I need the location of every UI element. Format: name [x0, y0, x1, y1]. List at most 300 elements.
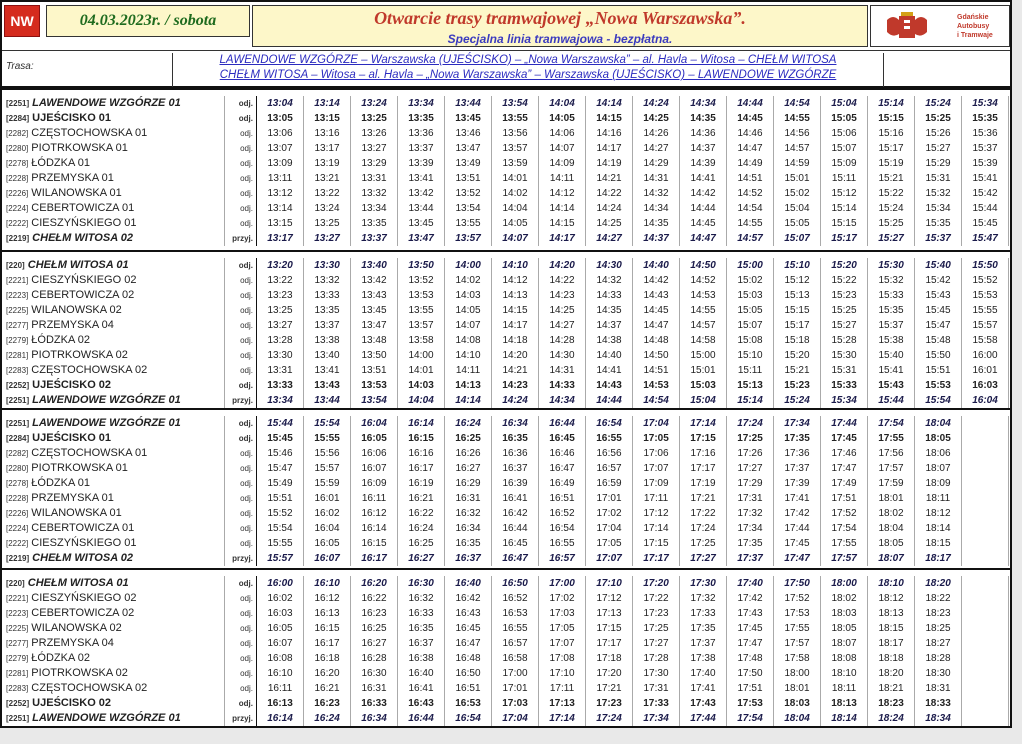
time-cell: 14:48	[633, 333, 680, 348]
time-cell: 18:05	[915, 431, 962, 446]
stop-cell	[2, 186, 225, 201]
time-cell: 16:35	[445, 536, 492, 551]
time-cell: 14:30	[539, 348, 586, 363]
time-cell: 16:10	[257, 666, 304, 681]
time-cell: 16:34	[445, 521, 492, 536]
time-cell: 15:41	[868, 363, 915, 378]
time-cell: 18:15	[915, 536, 962, 551]
stop-mark: przyj.	[225, 393, 257, 408]
time-cell: 18:12	[915, 506, 962, 521]
stop-cell	[2, 318, 225, 333]
time-cell: 15:05	[727, 303, 774, 318]
time-cell: 13:37	[398, 141, 445, 156]
title-box	[252, 5, 868, 47]
stop-name: UJEŚCISKO 02	[29, 697, 112, 709]
stop-id: [2251]	[6, 99, 30, 108]
time-cell: 15:24	[774, 393, 821, 408]
time-cell: 13:31	[351, 171, 398, 186]
time-cell: 14:10	[445, 348, 492, 363]
time-cell: 18:14	[915, 521, 962, 536]
time-cell: 13:22	[257, 273, 304, 288]
time-cell: 14:34	[539, 393, 586, 408]
time-cell	[962, 651, 1009, 666]
time-cell: 18:22	[915, 591, 962, 606]
time-cell: 15:21	[868, 171, 915, 186]
stop-id: [2252]	[6, 699, 30, 708]
time-cell: 15:07	[821, 141, 868, 156]
time-cell: 16:02	[257, 591, 304, 606]
time-cell: 13:55	[492, 111, 539, 126]
time-cell: 16:31	[351, 681, 398, 696]
time-cell: 17:15	[586, 621, 633, 636]
time-cell: 17:32	[727, 506, 774, 521]
time-cell: 16:30	[398, 576, 445, 591]
time-cell: 14:51	[727, 171, 774, 186]
stop-name: CZĘSTOCHOWSKA 01	[28, 447, 148, 459]
time-cell: 17:40	[680, 666, 727, 681]
table-row	[2, 126, 1009, 141]
time-cell: 14:37	[586, 318, 633, 333]
time-cell: 17:17	[680, 461, 727, 476]
time-cell: 15:07	[727, 318, 774, 333]
time-cell: 13:38	[304, 333, 351, 348]
stop-cell	[2, 333, 225, 348]
time-cell: 17:29	[727, 476, 774, 491]
stop-mark: odj.	[225, 216, 257, 231]
time-cell: 13:47	[398, 231, 445, 246]
time-cell: 15:54	[304, 416, 351, 431]
time-cell: 15:08	[727, 333, 774, 348]
stop-id: [2279]	[6, 336, 29, 345]
operator-line: Autobusy	[957, 23, 990, 30]
time-cell: 13:53	[351, 378, 398, 393]
table-row	[2, 681, 1009, 696]
time-cell: 15:00	[727, 258, 774, 273]
time-cell: 17:11	[633, 491, 680, 506]
time-cell: 16:35	[492, 431, 539, 446]
time-cell: 17:44	[821, 416, 868, 431]
time-cell: 17:20	[586, 666, 633, 681]
time-cell: 13:35	[398, 111, 445, 126]
time-cell: 14:07	[492, 231, 539, 246]
time-cell	[962, 636, 1009, 651]
time-cell: 14:45	[633, 303, 680, 318]
time-cell: 15:23	[774, 378, 821, 393]
time-cell: 14:34	[680, 96, 727, 111]
time-cell: 13:51	[351, 363, 398, 378]
time-cell: 17:48	[727, 651, 774, 666]
time-cell: 16:01	[962, 363, 1009, 378]
time-cell	[962, 521, 1009, 536]
time-cell: 14:53	[633, 378, 680, 393]
table-row	[2, 156, 1009, 171]
time-cell: 17:33	[680, 606, 727, 621]
time-cell: 18:23	[868, 696, 915, 711]
time-cell: 15:47	[257, 461, 304, 476]
time-cell: 13:43	[304, 378, 351, 393]
time-cell: 18:24	[868, 711, 915, 726]
stop-mark: odj.	[225, 591, 257, 606]
stop-id: [2219]	[6, 234, 30, 243]
time-cell: 17:04	[586, 521, 633, 536]
stop-name: PIOTRKOWSKA 01	[28, 462, 128, 474]
time-cell: 13:57	[492, 141, 539, 156]
time-cell: 14:39	[680, 156, 727, 171]
time-cell: 17:27	[727, 461, 774, 476]
time-cell: 15:15	[868, 111, 915, 126]
time-cell: 16:55	[492, 621, 539, 636]
timetable-table	[2, 416, 1009, 566]
time-cell: 18:11	[915, 491, 962, 506]
time-cell: 18:13	[868, 606, 915, 621]
stop-name: UJEŚCISKO 02	[29, 379, 112, 391]
time-cell: 14:56	[774, 126, 821, 141]
time-cell: 17:18	[586, 651, 633, 666]
time-cell: 17:05	[586, 536, 633, 551]
time-cell: 16:33	[398, 606, 445, 621]
time-cell: 14:28	[539, 333, 586, 348]
table-row	[2, 476, 1009, 491]
stop-cell	[2, 231, 225, 246]
time-cell: 13:35	[351, 216, 398, 231]
stop-name: LAWENDOWE WZGÓRZE 01	[29, 417, 181, 429]
time-cell: 14:57	[774, 141, 821, 156]
time-cell: 13:55	[445, 216, 492, 231]
time-cell: 16:44	[539, 416, 586, 431]
stop-cell	[2, 666, 225, 681]
time-cell: 15:31	[821, 363, 868, 378]
stop-id: [2281]	[6, 351, 29, 360]
time-cell: 14:19	[586, 156, 633, 171]
table-row	[2, 536, 1009, 551]
time-cell: 15:57	[962, 318, 1009, 333]
stop-name: WILANOWSKA 02	[28, 304, 122, 316]
time-cell: 15:24	[915, 96, 962, 111]
stop-id: [220]	[6, 579, 25, 588]
stop-cell	[2, 446, 225, 461]
time-cell: 14:42	[633, 273, 680, 288]
time-cell: 14:14	[445, 393, 492, 408]
time-cell: 15:25	[868, 216, 915, 231]
time-cell: 13:05	[257, 111, 304, 126]
time-cell: 13:47	[445, 141, 492, 156]
time-cell: 17:12	[586, 591, 633, 606]
stop-name: CIESZYŃSKIEGO 01	[28, 217, 137, 229]
stop-mark: odj.	[225, 273, 257, 288]
stop-name: ŁÓDZKA 02	[28, 652, 91, 664]
time-cell: 14:47	[633, 318, 680, 333]
time-cell: 15:22	[868, 186, 915, 201]
time-cell: 13:36	[398, 126, 445, 141]
time-cell: 18:00	[774, 666, 821, 681]
time-cell: 14:50	[633, 348, 680, 363]
time-cell: 16:43	[445, 606, 492, 621]
time-cell: 17:42	[727, 591, 774, 606]
time-cell: 17:54	[821, 521, 868, 536]
stop-name: CIESZYŃSKIEGO 02	[28, 274, 137, 286]
stop-name: PIOTRKOWSKA 02	[28, 349, 128, 361]
stop-cell	[2, 141, 225, 156]
stop-mark: odj.	[225, 651, 257, 666]
time-cell: 13:06	[257, 126, 304, 141]
time-cell: 17:37	[774, 461, 821, 476]
time-cell: 17:36	[774, 446, 821, 461]
stop-cell	[2, 476, 225, 491]
time-cell: 16:21	[304, 681, 351, 696]
time-cell: 14:43	[586, 378, 633, 393]
time-cell: 16:54	[586, 416, 633, 431]
time-cell: 14:25	[586, 216, 633, 231]
time-cell: 14:27	[633, 141, 680, 156]
time-cell: 13:41	[398, 171, 445, 186]
time-cell: 14:05	[492, 216, 539, 231]
time-cell: 15:28	[821, 333, 868, 348]
time-cell: 17:52	[774, 591, 821, 606]
stop-id: [2277]	[6, 639, 29, 648]
stop-mark: odj.	[225, 96, 257, 111]
time-cell: 13:17	[304, 141, 351, 156]
time-cell: 16:21	[398, 491, 445, 506]
time-cell: 17:34	[774, 416, 821, 431]
table-row	[2, 363, 1009, 378]
time-cell: 14:05	[539, 111, 586, 126]
time-cell: 13:50	[398, 258, 445, 273]
time-cell: 18:18	[868, 651, 915, 666]
time-cell: 15:20	[774, 348, 821, 363]
time-cell: 18:03	[821, 606, 868, 621]
time-cell: 17:17	[586, 636, 633, 651]
time-cell: 14:20	[539, 258, 586, 273]
time-cell: 15:11	[727, 363, 774, 378]
time-cell: 15:35	[962, 111, 1009, 126]
stop-id: [2278]	[6, 479, 29, 488]
time-cell: 16:09	[351, 476, 398, 491]
time-cell: 15:38	[868, 333, 915, 348]
time-cell: 17:12	[633, 506, 680, 521]
time-cell: 16:25	[445, 431, 492, 446]
time-cell: 17:11	[539, 681, 586, 696]
time-cell: 15:30	[868, 258, 915, 273]
stop-mark: odj.	[225, 378, 257, 393]
time-cell: 17:55	[821, 536, 868, 551]
time-cell: 13:37	[304, 318, 351, 333]
time-cell: 14:27	[586, 231, 633, 246]
time-cell: 16:47	[445, 636, 492, 651]
stop-name: CEBERTOWICZA 02	[28, 289, 135, 301]
stop-cell	[2, 551, 225, 566]
time-cell: 13:52	[445, 186, 492, 201]
time-cell: 13:07	[257, 141, 304, 156]
time-cell: 18:13	[821, 696, 868, 711]
time-cell: 16:05	[351, 431, 398, 446]
time-cell: 17:39	[774, 476, 821, 491]
time-cell: 18:07	[915, 461, 962, 476]
time-cell: 16:32	[445, 506, 492, 521]
stop-name: ŁÓDZKA 01	[28, 157, 91, 169]
time-cell: 15:10	[774, 258, 821, 273]
time-cell: 16:40	[398, 666, 445, 681]
time-cell: 14:24	[633, 96, 680, 111]
table-row	[2, 393, 1009, 408]
time-cell: 13:59	[492, 156, 539, 171]
stop-id: [2223]	[6, 609, 29, 618]
time-cell: 16:39	[492, 476, 539, 491]
time-cell: 15:33	[868, 288, 915, 303]
time-cell: 16:51	[445, 681, 492, 696]
time-cell: 15:45	[915, 303, 962, 318]
timetable-block-2	[2, 250, 1010, 408]
time-cell: 13:09	[257, 156, 304, 171]
time-cell: 18:09	[915, 476, 962, 491]
stop-name: PRZEMYSKA 04	[28, 319, 114, 331]
time-cell: 14:24	[492, 393, 539, 408]
time-cell: 16:49	[539, 476, 586, 491]
time-cell: 17:49	[821, 476, 868, 491]
time-cell: 13:14	[304, 96, 351, 111]
stop-cell	[2, 273, 225, 288]
time-cell: 16:08	[257, 651, 304, 666]
time-cell: 14:37	[633, 231, 680, 246]
stop-name: UJEŚCISKO 01	[29, 112, 112, 124]
time-cell: 16:46	[539, 446, 586, 461]
table-row	[2, 666, 1009, 681]
time-cell: 14:33	[586, 288, 633, 303]
time-cell: 18:25	[915, 621, 962, 636]
stop-id: [2219]	[6, 554, 30, 563]
time-cell: 17:53	[727, 696, 774, 711]
time-cell: 17:00	[539, 576, 586, 591]
timetable-block-1	[2, 88, 1010, 246]
time-cell: 17:10	[586, 576, 633, 591]
table-row	[2, 348, 1009, 363]
time-cell: 13:25	[257, 303, 304, 318]
stop-name: CEBERTOWICZA 02	[28, 607, 135, 619]
stop-id: [2284]	[6, 114, 30, 123]
stop-cell	[2, 431, 225, 446]
time-cell: 15:44	[962, 201, 1009, 216]
time-cell: 15:12	[821, 186, 868, 201]
time-cell: 17:57	[821, 551, 868, 566]
time-cell: 13:43	[351, 288, 398, 303]
time-cell: 15:39	[962, 156, 1009, 171]
time-cell: 14:18	[492, 333, 539, 348]
table-row	[2, 551, 1009, 566]
time-cell: 16:13	[304, 606, 351, 621]
time-cell: 15:17	[774, 318, 821, 333]
time-cell: 13:29	[351, 156, 398, 171]
time-cell: 17:07	[633, 461, 680, 476]
stop-mark: odj.	[225, 491, 257, 506]
time-cell: 14:40	[586, 348, 633, 363]
time-cell: 17:31	[633, 681, 680, 696]
time-cell: 17:03	[539, 606, 586, 621]
time-cell: 15:14	[868, 96, 915, 111]
time-cell: 14:44	[727, 96, 774, 111]
stop-name: UJEŚCISKO 01	[29, 432, 112, 444]
time-cell: 15:25	[821, 303, 868, 318]
time-cell: 14:09	[539, 156, 586, 171]
time-cell: 15:21	[774, 363, 821, 378]
time-cell: 17:45	[821, 431, 868, 446]
stop-name: CZĘSTOCHOWSKA 01	[28, 127, 148, 139]
stop-id: [2226]	[6, 509, 29, 518]
time-cell: 16:56	[586, 446, 633, 461]
table-row	[2, 333, 1009, 348]
time-cell: 14:17	[492, 318, 539, 333]
stop-mark: odj.	[225, 536, 257, 551]
time-cell	[962, 551, 1009, 566]
time-cell: 15:44	[257, 416, 304, 431]
time-cell: 16:33	[351, 696, 398, 711]
time-cell: 14:47	[680, 231, 727, 246]
time-cell: 18:17	[915, 551, 962, 566]
time-cell: 16:37	[492, 461, 539, 476]
table-row	[2, 171, 1009, 186]
time-cell: 13:41	[304, 363, 351, 378]
time-cell: 17:44	[680, 711, 727, 726]
time-cell: 14:04	[492, 201, 539, 216]
time-cell: 14:06	[539, 126, 586, 141]
time-cell: 15:40	[915, 258, 962, 273]
time-cell: 16:17	[351, 551, 398, 566]
time-cell: 16:47	[492, 551, 539, 566]
time-cell: 13:04	[257, 96, 304, 111]
time-cell: 15:29	[915, 156, 962, 171]
table-row	[2, 506, 1009, 521]
time-cell: 14:32	[586, 273, 633, 288]
time-cell: 15:17	[868, 141, 915, 156]
stop-mark: przyj.	[225, 231, 257, 246]
time-cell: 18:14	[821, 711, 868, 726]
time-cell: 15:33	[821, 378, 868, 393]
time-cell: 14:41	[680, 171, 727, 186]
time-cell: 17:45	[727, 621, 774, 636]
stop-mark: odj.	[225, 318, 257, 333]
time-cell: 13:47	[351, 318, 398, 333]
time-cell: 17:28	[633, 651, 680, 666]
time-cell: 16:10	[304, 576, 351, 591]
time-cell: 17:25	[680, 536, 727, 551]
stop-name: PRZEMYSKA 01	[28, 172, 114, 184]
time-cell: 17:47	[727, 636, 774, 651]
time-cell: 15:55	[257, 536, 304, 551]
table-row	[2, 318, 1009, 333]
stop-mark: odj.	[225, 363, 257, 378]
time-cell: 16:41	[398, 681, 445, 696]
time-cell: 13:28	[257, 333, 304, 348]
stop-id: [2280]	[6, 144, 29, 153]
time-cell: 13:31	[257, 363, 304, 378]
time-cell: 16:24	[304, 711, 351, 726]
table-row	[2, 591, 1009, 606]
time-cell	[962, 621, 1009, 636]
time-cell: 16:27	[351, 636, 398, 651]
time-cell: 15:13	[727, 378, 774, 393]
timetable-block-4	[2, 568, 1010, 726]
time-cell: 18:01	[774, 681, 821, 696]
time-cell: 14:22	[539, 273, 586, 288]
time-cell: 17:54	[727, 711, 774, 726]
time-cell: 17:05	[633, 431, 680, 446]
time-cell: 18:17	[868, 636, 915, 651]
time-cell: 18:08	[821, 651, 868, 666]
time-cell: 14:17	[586, 141, 633, 156]
time-cell: 16:29	[445, 476, 492, 491]
time-cell: 17:30	[680, 576, 727, 591]
time-cell: 14:12	[539, 186, 586, 201]
page-background	[0, 729, 1022, 744]
stop-mark: odj.	[225, 348, 257, 363]
